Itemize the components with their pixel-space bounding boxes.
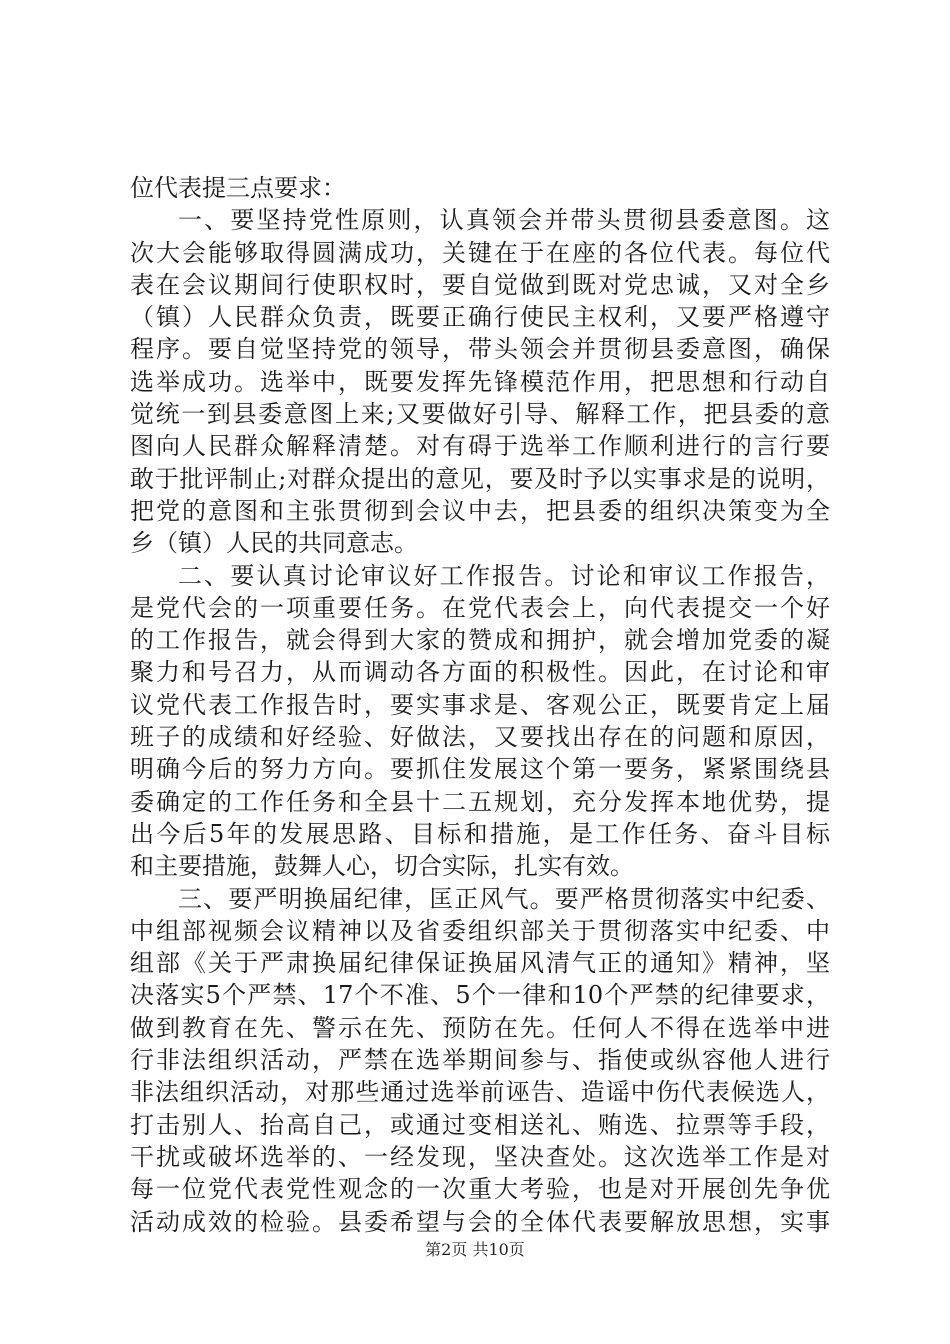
text-line: 中组部视频会议精神以及省委组织部关于贯彻落实中纪委、中 — [130, 916, 830, 945]
text-line: 干扰或破坏选举的、一经发现，坚决查处。这次选举工作是对 — [130, 1142, 830, 1171]
text-line: 非法组织活动，对那些通过选举前诬告、造谣中伤代表候选人， — [130, 1078, 830, 1107]
text-line: 敢于批评制止;对群众提出的意见，要及时予以实事求是的说明， — [130, 464, 830, 493]
text-line: 明确今后的努力方向。要抓住发展这个第一要务，紧紧围绕县 — [130, 755, 830, 784]
text-line: 活动成效的检验。县委希望与会的全体代表要解放思想，实事 — [130, 1207, 830, 1236]
text-line: 班子的成绩和好经验、好做法，又要找出存在的问题和原因， — [130, 723, 830, 752]
text-line: 选举成功。选举中，既要发挥先锋模范作用，把思想和行动自 — [130, 367, 830, 396]
text-line: 乡（镇）人民的共同意志。 — [130, 529, 418, 558]
text-line: 组部《关于严肃换届纪律保证换届风清气正的通知》精神，坚 — [130, 949, 830, 978]
text-line: 觉统一到县委意图上来;又要做好引导、解释工作，把县委的意 — [130, 400, 830, 429]
text-line: 委确定的工作任务和全县十二五规划，充分发挥本地优势，提 — [130, 787, 830, 816]
text-line: 做到教育在先、警示在先、预防在先。任何人不得在选举中进 — [130, 1013, 830, 1042]
text-line: 每一位党代表党性观念的一次重大考验，也是对开展创先争优 — [130, 1175, 830, 1204]
text-line: 三、要严明换届纪律，匡正风气。要严格贯彻落实中纪委、 — [178, 884, 830, 913]
text-line: 打击别人、抬高自己，或通过变相送礼、贿选、拉票等手段， — [130, 1110, 830, 1139]
text-line: 决落实5个严禁、17个不准、5个一律和10个严禁的纪律要求， — [130, 981, 830, 1010]
text-line: 程序。要自觉坚持党的领导，带头领会并贯彻县委意图，确保 — [130, 335, 830, 364]
text-line: 一、要坚持党性原则，认真领会并带头贯彻县委意图。这 — [178, 206, 830, 235]
text-line: （镇）人民群众负责，既要正确行使民主权利，又要严格遵守 — [130, 303, 830, 332]
text-line: 把党的意图和主张贯彻到会议中去，把县委的组织决策变为全 — [130, 496, 830, 525]
text-line: 位代表提三点要求： — [130, 174, 346, 202]
text-line: 的工作报告，就会得到大家的赞成和拥护，就会增加党委的凝 — [130, 626, 830, 655]
text-line: 图向人民群众解释清楚。对有碍于选举工作顺利进行的言行要 — [130, 432, 830, 461]
text-line: 和主要措施，鼓舞人心，切合实际，扎实有效。 — [130, 852, 634, 881]
text-line: 议党代表工作报告时，要实事求是、客观公正，既要肯定上届 — [130, 690, 830, 719]
text-line: 次大会能够取得圆满成功，关键在于在座的各位代表。每位代 — [130, 238, 830, 267]
document-body — [130, 172, 830, 1238]
text-line: 是党代会的一项重要任务。在党代表会上，向代表提交一个好 — [130, 593, 830, 622]
text-line: 行非法组织活动，严禁在选举期间参与、指使或纵容他人进行 — [130, 1046, 830, 1075]
page-footer: 第2页 共10页 — [425, 1240, 525, 1259]
text-line: 表在会议期间行使职权时，要自觉做到既对党忠诚，又对全乡 — [130, 270, 830, 299]
text-line: 出今后5年的发展思路、目标和措施，是工作任务、奋斗目标 — [130, 819, 830, 848]
text-line: 聚力和号召力，从而调动各方面的积极性。因此，在讨论和审 — [130, 658, 830, 687]
text-line: 二、要认真讨论审议好工作报告。讨论和审议工作报告， — [178, 561, 830, 590]
